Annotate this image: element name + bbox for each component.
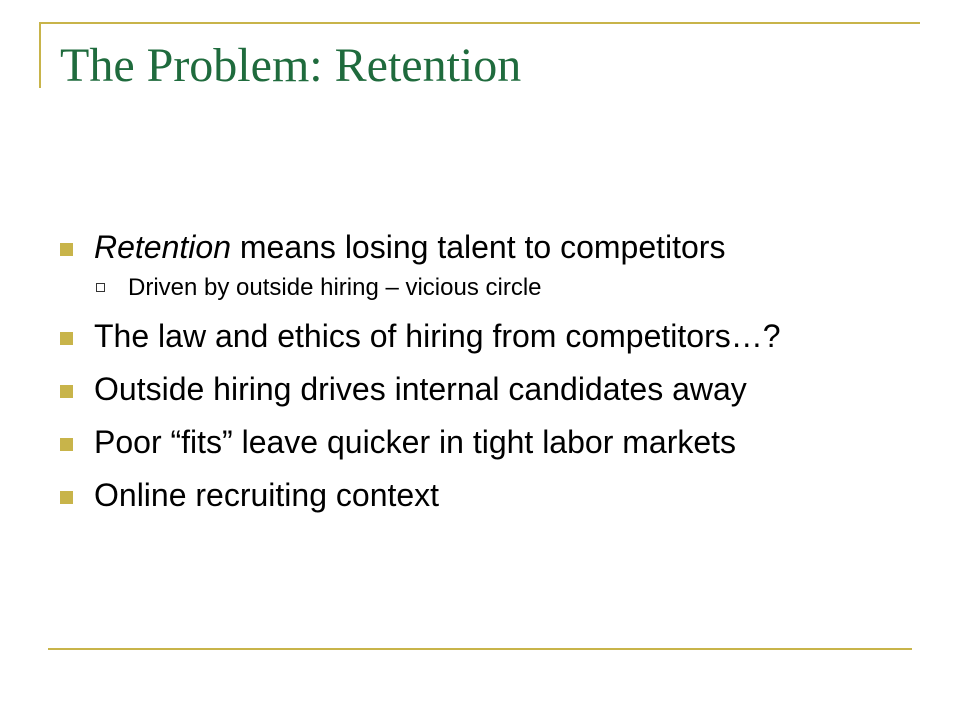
hollow-square-bullet-icon	[96, 283, 105, 292]
square-bullet-icon	[60, 385, 73, 398]
bullet-text: The law and ethics of hiring from competitors…?	[94, 318, 781, 354]
square-bullet-icon	[60, 243, 73, 256]
frame-bottom-rule	[48, 648, 912, 650]
square-bullet-icon	[60, 332, 73, 345]
bullet-text: Outside hiring drives internal candidates away	[94, 371, 747, 407]
sub-bullet-text: Driven by outside hiring – vicious circle	[128, 274, 542, 301]
bullet-text: Poor “fits” leave quicker in tight labor markets	[94, 424, 737, 460]
frame-top-rule	[40, 22, 920, 24]
frame-left-rule	[39, 22, 41, 88]
bullet-list	[60, 228, 920, 529]
slide-title: The Problem: Retention	[60, 39, 522, 92]
bullet-item-law-ethics	[60, 317, 920, 356]
bullet-item-outside-hiring	[60, 370, 920, 409]
sub-bullet-item-vicious-circle	[94, 273, 920, 303]
square-bullet-icon	[60, 438, 73, 451]
bullet-text: Online recruiting context	[94, 477, 440, 513]
square-bullet-icon	[60, 491, 73, 504]
bullet-item-retention	[60, 228, 920, 267]
bullet-item-poor-fits	[60, 423, 920, 462]
bullet-emphasis: Retention	[94, 229, 231, 265]
bullet-item-online-recruiting	[60, 476, 920, 515]
bullet-text: means losing talent to competitors	[230, 229, 726, 265]
